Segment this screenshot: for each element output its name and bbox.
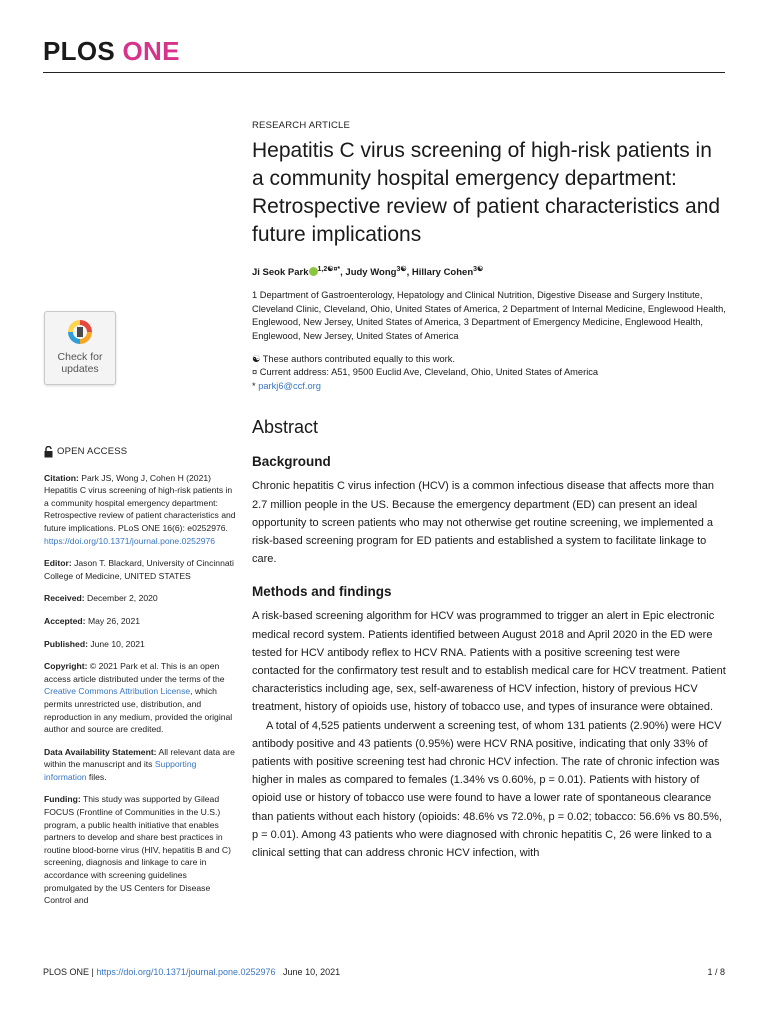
citation-label: Citation: [44, 472, 79, 483]
author-2-affil: 3☯ [396, 266, 407, 273]
corresponding-email-link[interactable]: parkj6@ccf.org [258, 380, 321, 391]
citation-block [44, 472, 236, 548]
published-label: Published: [44, 638, 88, 649]
logo-plos: PLOS [43, 36, 115, 66]
footer-doi-link[interactable]: https://doi.org/10.1371/journal.pone.0252976 [96, 967, 276, 977]
accepted-label: Accepted: [44, 615, 86, 626]
data-availability-text-2: files. [88, 771, 107, 782]
copyright-text-2: , which permits unrestricted use, distribution, and reproduction in any medium, provided the original author and source are credited. [44, 686, 233, 735]
footer-journal: PLOS ONE | [43, 967, 94, 977]
footer-date: June 10, 2021 [283, 967, 341, 977]
crossmark-line2: updates [61, 363, 99, 375]
copyright-label: Copyright: [44, 661, 88, 672]
open-access-badge [44, 446, 236, 459]
author-1-affil: 1,2☯¤* [317, 266, 341, 273]
editor-block [44, 557, 236, 582]
author-3-affil: 3☯ [473, 266, 484, 273]
citation-text: Park JS, Wong J, Cohen H (2021) Hepatitis C virus screening of high-risk patients in a community hospital emergency department: Retrospective review of patient characteristics and future implications. PLoS ONE 16(6): e0252976. [44, 472, 236, 533]
accepted-block [44, 615, 236, 628]
author-3[interactable]: , Hillary Cohen [406, 267, 474, 279]
orcid-icon[interactable] [309, 267, 318, 276]
article-main [252, 120, 728, 862]
article-title: Hepatitis C virus screening of high-risk patients in a community hospital emergency department: Retrospective review of patient characteristics and future implications [252, 139, 721, 246]
accepted-text: May 26, 2021 [87, 615, 141, 626]
funding-text: This study was supported by Gilead FOCUS (Frontline of Communities in the U.S.) program, a public health initiative that enables partners to develop and share best practices in routine blood-borne virus (HIV, hepatitis B and C) screening, diagnosis and linkage to care in accordance with screening guidelines promulgated by the US Centers for Disease Control and [44, 794, 231, 906]
background-paragraph: Chronic hepatitis C virus infection (HCV) is a common infectious disease that affects more than 2.7 million people in the US. Because the emergency department (ED) can present an ideal opportunity to screen patients who may not otherwise get routine screening, we implemented a risk-based screening program for ED patients and established a system to facilitate linkage to care. [252, 480, 714, 566]
author-1[interactable]: Ji Seok Park [252, 267, 309, 279]
open-access-label: OPEN ACCESS [57, 446, 128, 457]
crossmark-icon [66, 318, 94, 346]
citation-doi-link[interactable]: https://doi.org/10.1371/journal.pone.0252976 [44, 535, 216, 546]
author-notes [252, 353, 728, 394]
editor-text: Jason T. Blackard, University of Cincinnati College of Medicine, UNITED STATES [44, 558, 234, 581]
data-availability-label: Data Availability Statement: [44, 746, 157, 757]
article-type: RESEARCH ARTICLE [252, 120, 351, 131]
journal-logo [43, 36, 180, 67]
published-block [44, 638, 236, 651]
data-availability-text: All relevant data are within the manuscript and its [44, 746, 235, 770]
check-for-updates-badge[interactable] [44, 311, 116, 385]
methods-paragraph-1: A risk-based screening algorithm for HCV was programmed to trigger an alert in Epic electronic medical record system. Patients identified between August 2018 and April 2020 in the ED were tested for HCV antibody reflex to HCV RNA. Patients with a positive screening test were contacted for the confirmatory test result and to establish medical care for HCV treatment. Patient characteristics including age, sex, self-awareness of HCV infection, history of previous HCV treatment, history of opioids use, history of tobacco use, and types of insurance were obtained. [252, 610, 726, 714]
received-block [44, 592, 236, 605]
header-divider [43, 72, 725, 73]
corresponding-email-note [252, 380, 728, 394]
background-heading: Background [252, 454, 331, 470]
current-address-note: ¤ Current address: A51, 9500 Euclid Ave, Cleveland, Ohio, United States of America [252, 367, 599, 378]
received-text: December 2, 2020 [87, 593, 158, 604]
copyright-text: © 2021 Park et al. This is an open access article distributed under the terms of the [44, 661, 225, 684]
page-number: 1 / 8 [707, 967, 725, 977]
abstract-heading: Abstract [252, 417, 319, 438]
affiliations: 1 Department of Gastroenterology, Hepatology and Clinical Nutrition, Digestive Disease and Surgery Institute, Cleveland Clinic, Cleveland, Ohio, United States of America, 2 Department of Internal Medicine, Englewood Health, Englewood, New Jersey, United States of America, 3 Department of Emergency Medicine, Englewood Health, Englewood, New Jersey, United States of America [252, 290, 726, 341]
funding-label: Funding: [44, 794, 81, 805]
logo-one: ONE [122, 36, 180, 66]
open-lock-icon [44, 446, 53, 458]
received-label: Received: [44, 593, 85, 604]
crossmark-line1: Check for [57, 351, 103, 363]
editor-label: Editor: [44, 558, 72, 569]
equal-contribution-note: ☯ These authors contributed equally to this work. [252, 353, 455, 364]
methods-paragraph-2: A total of 4,525 patients underwent a screening test, of whom 131 patients (2.90%) were HCV antibody positive and 43 patients (0.95%) were HCV RNA positive, indicating that only 33% of patients with positive screening test had chronic HCV infection. The rate of chronic infection was higher in males as compared to females (1.34% vs 0.60%, p = 0.01). Patients with history of opioid use or history of tobacco use were found to have a lower rate of spontaneous clearance than patients without each history (opioids: 48.6% vs 72.0%, p = 0.02; tobacco: 56.6% vs 80.5%, p = 0.01). Among 43 patients who were diagnosed with chronic hepatitis C, 26 were linked to a clinical setting that can address chronic HCV infection, with [252, 719, 722, 859]
page-footer [43, 967, 725, 977]
corresponding-star: * [252, 380, 256, 391]
article-sidebar [44, 446, 236, 917]
author-list [252, 265, 728, 278]
published-text: June 10, 2021 [90, 638, 145, 649]
cc-license-link[interactable]: Creative Commons Attribution License [44, 686, 191, 697]
data-availability-block [44, 746, 236, 784]
supporting-information-link[interactable]: Supporting information [44, 759, 197, 782]
funding-block [44, 793, 236, 906]
methods-heading: Methods and findings [252, 584, 392, 600]
footer-citation [43, 967, 340, 977]
author-2[interactable]: , Judy Wong [340, 267, 397, 279]
copyright-block [44, 660, 236, 736]
